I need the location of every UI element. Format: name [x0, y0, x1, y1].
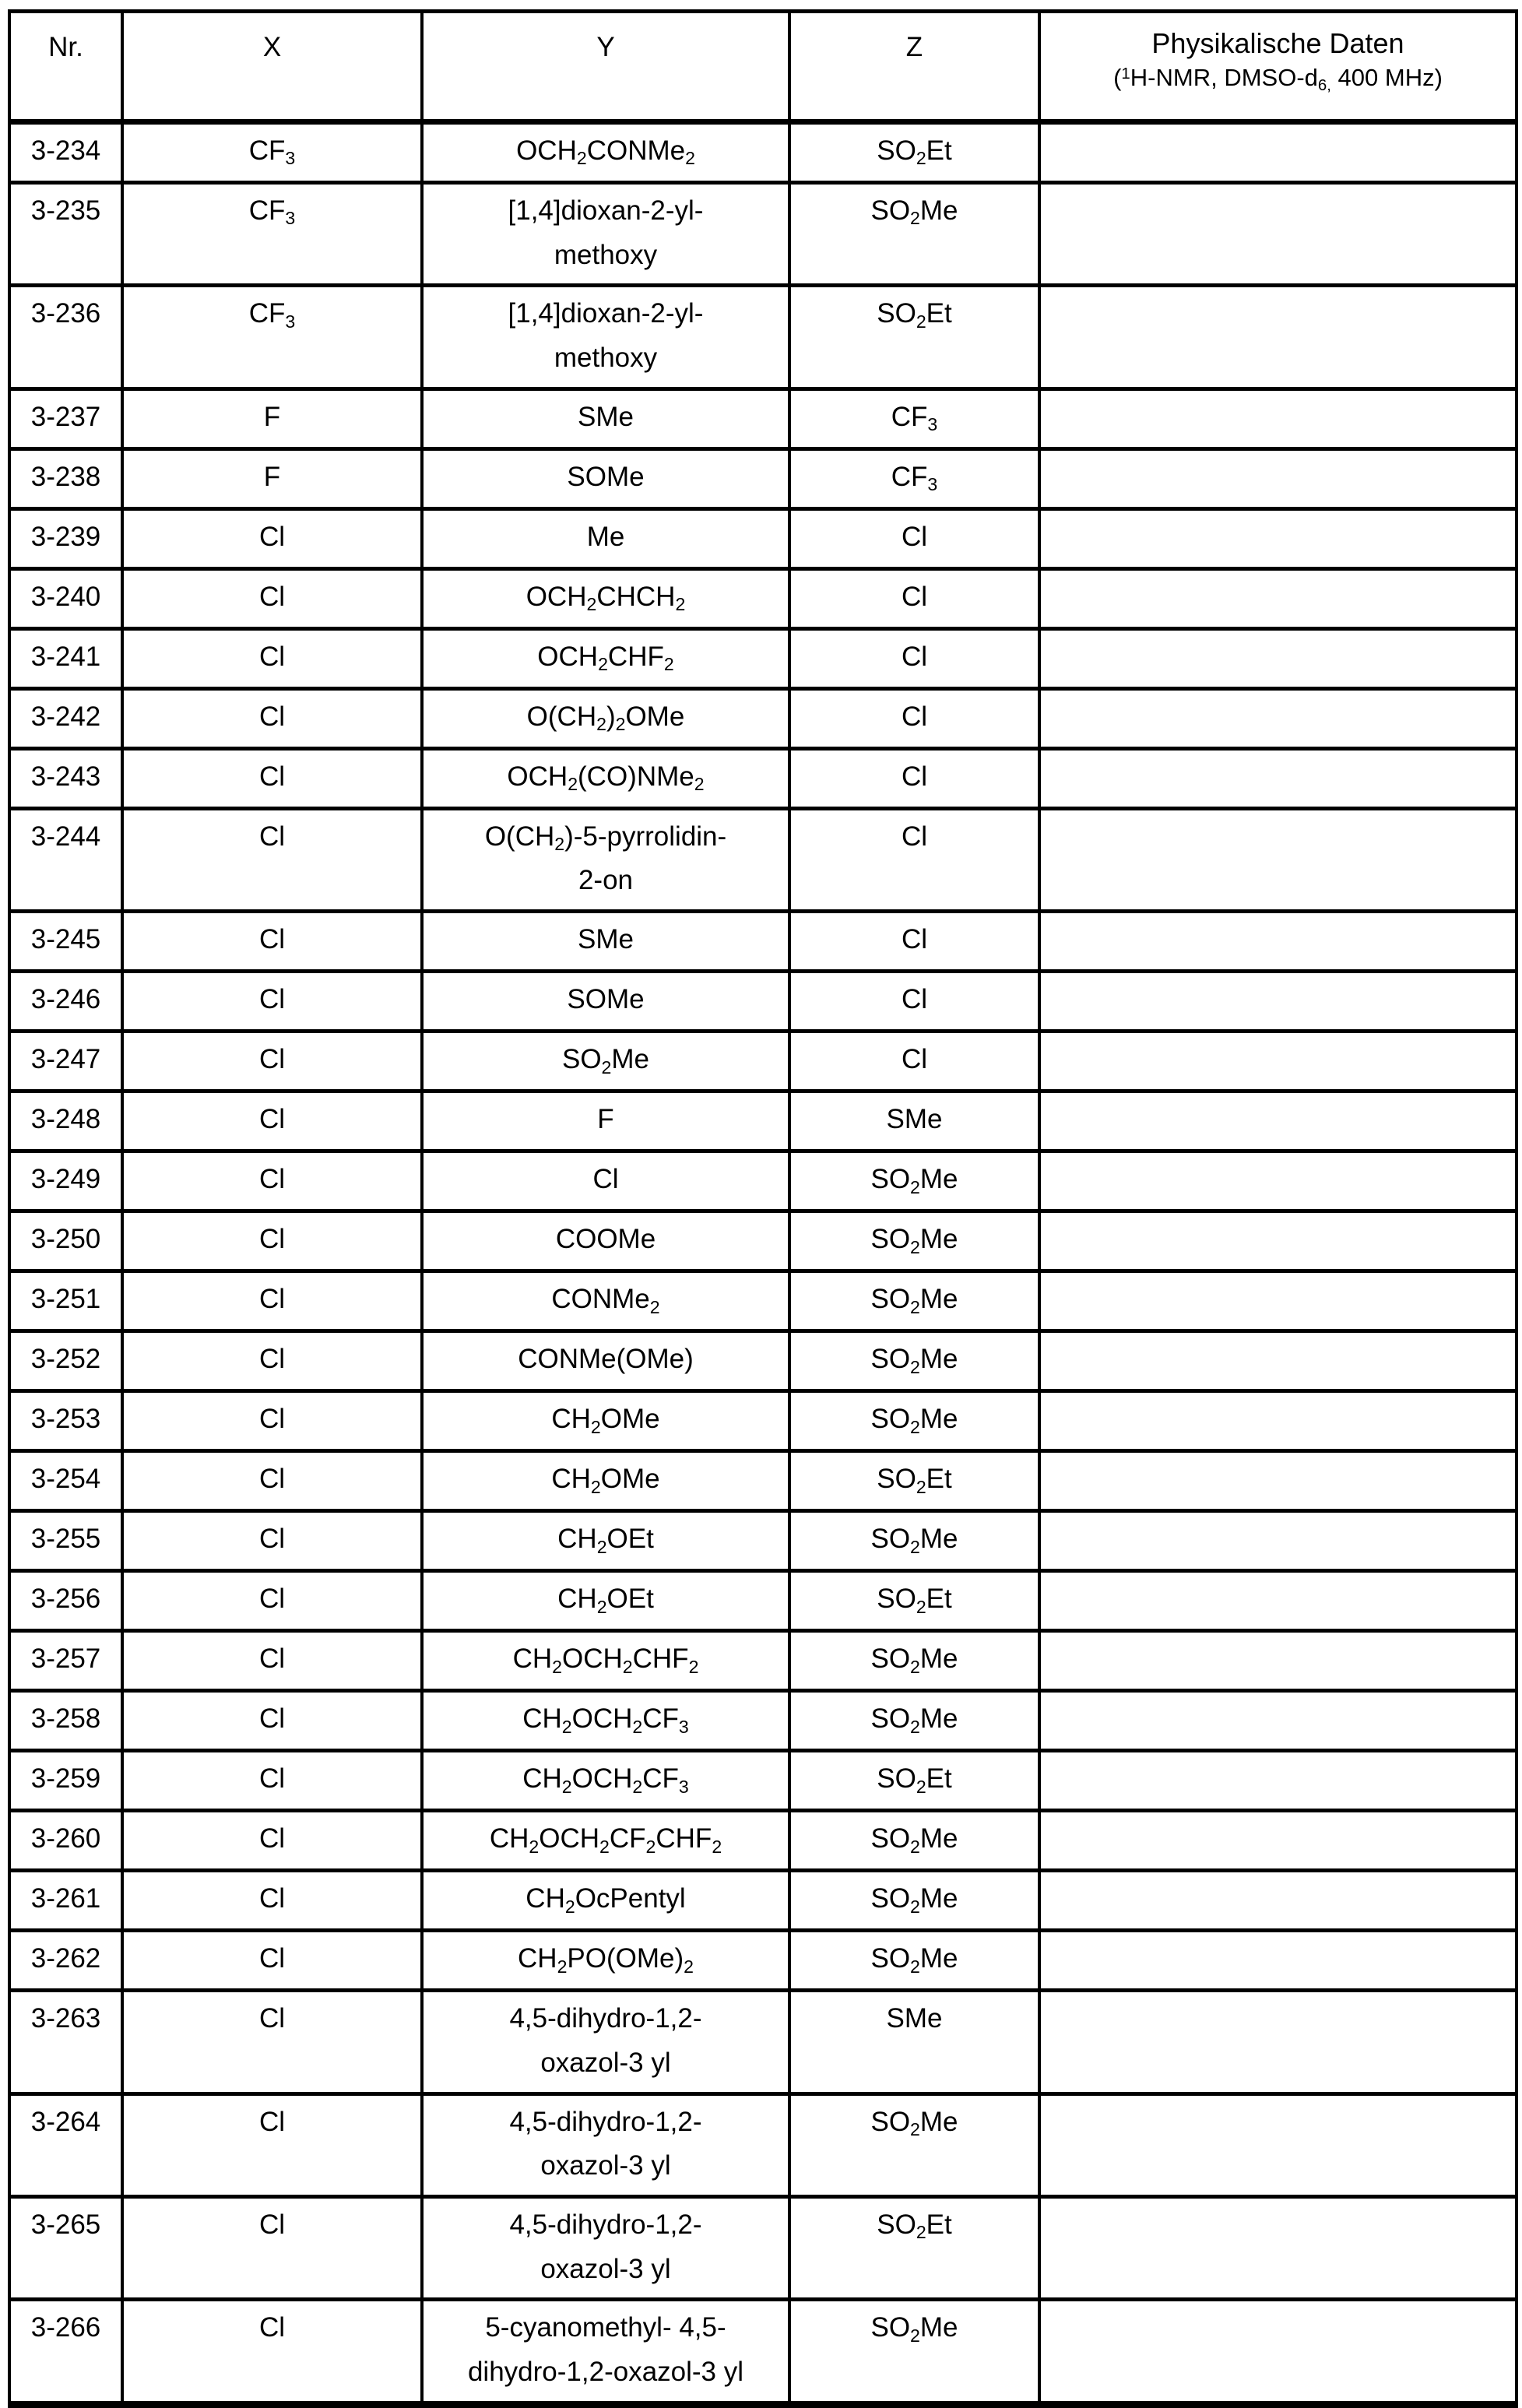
table-row	[9, 508, 1517, 568]
cell-nr: 3-254	[9, 1451, 122, 1511]
cell-nr: 3-262	[9, 1931, 122, 1991]
cell-x: Cl	[122, 1511, 422, 1571]
cell-phys	[1039, 2093, 1517, 2196]
cell-y: $OCH_2CHCH_2$	[422, 568, 789, 628]
table-row	[9, 628, 1517, 688]
cell-y: $CH_2PO(OMe)_2$	[422, 1931, 789, 1991]
cell-phys	[1039, 183, 1517, 286]
cell-nr: 3-247	[9, 1032, 122, 1092]
cell-z: $SO_2Me$	[789, 1271, 1039, 1331]
cell-x: F	[122, 388, 422, 448]
cell-z: $SO_2Me$	[789, 1871, 1039, 1931]
table-row	[9, 183, 1517, 286]
table-row	[9, 1211, 1517, 1271]
cell-z: Cl	[789, 808, 1039, 911]
cell-nr: 3-257	[9, 1631, 122, 1691]
cell-y: [1,4]dioxan-2-yl- methoxy	[422, 183, 789, 286]
cell-nr: 3-235	[9, 183, 122, 286]
substituent-table	[8, 9, 1518, 2408]
cell-phys	[1039, 1391, 1517, 1451]
cell-x: Cl	[122, 1751, 422, 1811]
cell-x: Cl	[122, 628, 422, 688]
cell-phys	[1039, 1151, 1517, 1211]
cell-phys	[1039, 1631, 1517, 1691]
cell-x: Cl	[122, 1571, 422, 1631]
cell-x: $CF_3$	[122, 183, 422, 286]
table-row	[9, 1871, 1517, 1931]
cell-x: Cl	[122, 1032, 422, 1092]
cell-nr: 3-238	[9, 448, 122, 508]
table-row	[9, 388, 1517, 448]
table-row	[9, 2093, 1517, 2196]
cell-x: Cl	[122, 1811, 422, 1871]
cell-nr: 3-265	[9, 2196, 122, 2299]
cell-z: $SO_2Et$	[789, 1451, 1039, 1511]
cell-z: $SO_2Me$	[789, 1511, 1039, 1571]
cell-z: $SO_2Et$	[789, 286, 1039, 388]
cell-phys	[1039, 2196, 1517, 2299]
cell-z: $SO_2Me$	[789, 1331, 1039, 1391]
cell-z: $SO_2Me$	[789, 183, 1039, 286]
cell-x: Cl	[122, 2300, 422, 2404]
table-body	[9, 122, 1517, 2405]
cell-y: F	[422, 1092, 789, 1151]
cell-phys	[1039, 508, 1517, 568]
table-row	[9, 808, 1517, 911]
cell-phys	[1039, 286, 1517, 388]
cell-y: $SO_2Me$	[422, 1032, 789, 1092]
cell-x: Cl	[122, 1691, 422, 1751]
cell-y: $CH_2OMe$	[422, 1451, 789, 1511]
cell-y: $O(CH_2)-5-pyrrolidin-$ 2-on	[422, 808, 789, 911]
cell-phys	[1039, 972, 1517, 1032]
cell-nr: 3-245	[9, 912, 122, 972]
cell-z: Cl	[789, 912, 1039, 972]
header-x: X	[122, 12, 422, 122]
cell-x: Cl	[122, 1931, 422, 1991]
cell-phys	[1039, 1871, 1517, 1931]
cell-z: $SO_2Me$	[789, 1631, 1039, 1691]
cell-nr: 3-240	[9, 568, 122, 628]
cell-nr: 3-260	[9, 1811, 122, 1871]
cell-y: SMe	[422, 388, 789, 448]
cell-phys	[1039, 1211, 1517, 1271]
cell-phys	[1039, 1931, 1517, 1991]
table-row	[9, 1631, 1517, 1691]
cell-z: $SO_2Me$	[789, 1211, 1039, 1271]
cell-y: Cl	[422, 1151, 789, 1211]
cell-y: $CH_2OCH_2CF_3$	[422, 1751, 789, 1811]
cell-z: Cl	[789, 748, 1039, 808]
cell-phys	[1039, 1571, 1517, 1631]
cell-z: $SO_2Et$	[789, 122, 1039, 183]
header-phys	[1039, 12, 1517, 122]
table-row	[9, 1331, 1517, 1391]
cell-phys	[1039, 1092, 1517, 1151]
cell-phys	[1039, 1451, 1517, 1511]
cell-nr: 3-237	[9, 388, 122, 448]
table-row	[9, 286, 1517, 388]
cell-x: Cl	[122, 568, 422, 628]
cell-z: $SO_2Me$	[789, 1151, 1039, 1211]
cell-y: SMe	[422, 912, 789, 972]
header-phys-title: Physikalische Daten	[1151, 27, 1404, 59]
cell-phys	[1039, 688, 1517, 748]
table-row	[9, 1571, 1517, 1631]
cell-x: Cl	[122, 972, 422, 1032]
cell-z: $SO_2Me$	[789, 1931, 1039, 1991]
header-phys-subtitle: ($^1$H-NMR, DMSO-$d_{6,}$ 400 MHz)	[1113, 63, 1443, 94]
table-row	[9, 912, 1517, 972]
cell-x: F	[122, 448, 422, 508]
cell-phys	[1039, 628, 1517, 688]
cell-y: SOMe	[422, 448, 789, 508]
cell-x: Cl	[122, 1631, 422, 1691]
table-row	[9, 688, 1517, 748]
cell-z: $SO_2Et$	[789, 1571, 1039, 1631]
cell-nr: 3-244	[9, 808, 122, 911]
cell-y: $CH_2OEt$	[422, 1571, 789, 1631]
cell-y: Me	[422, 508, 789, 568]
cell-nr: 3-248	[9, 1092, 122, 1151]
cell-z: Cl	[789, 1032, 1039, 1092]
cell-x: Cl	[122, 2093, 422, 2196]
cell-y: $CH_2OEt$	[422, 1511, 789, 1571]
cell-z: $SO_2Me$	[789, 2300, 1039, 2404]
cell-z: SMe	[789, 1092, 1039, 1151]
cell-nr: 3-249	[9, 1151, 122, 1211]
header-nr: Nr.	[9, 12, 122, 122]
table-row	[9, 1511, 1517, 1571]
cell-phys	[1039, 122, 1517, 183]
cell-phys	[1039, 388, 1517, 448]
cell-phys	[1039, 808, 1517, 911]
cell-nr: 3-239	[9, 508, 122, 568]
cell-y: COOMe	[422, 1211, 789, 1271]
table-row	[9, 1391, 1517, 1451]
cell-x: Cl	[122, 1871, 422, 1931]
table-row	[9, 1271, 1517, 1331]
cell-phys	[1039, 1032, 1517, 1092]
table-row	[9, 1691, 1517, 1751]
cell-z: $CF_3$	[789, 448, 1039, 508]
cell-nr: 3-266	[9, 2300, 122, 2404]
cell-phys	[1039, 1811, 1517, 1871]
cell-x: Cl	[122, 1331, 422, 1391]
cell-nr: 3-256	[9, 1571, 122, 1631]
cell-z: $SO_2Me$	[789, 1691, 1039, 1751]
cell-nr: 3-246	[9, 972, 122, 1032]
table-row	[9, 748, 1517, 808]
cell-phys	[1039, 1331, 1517, 1391]
table-row	[9, 448, 1517, 508]
cell-y: $OCH_2CONMe_2$	[422, 122, 789, 183]
cell-phys	[1039, 912, 1517, 972]
cell-z: Cl	[789, 628, 1039, 688]
cell-nr: 3-250	[9, 1211, 122, 1271]
cell-nr: 3-234	[9, 122, 122, 183]
cell-nr: 3-261	[9, 1871, 122, 1931]
cell-x: Cl	[122, 1092, 422, 1151]
cell-x: Cl	[122, 1211, 422, 1271]
cell-z: $CF_3$	[789, 388, 1039, 448]
cell-phys	[1039, 1511, 1517, 1571]
header-y: Y	[422, 12, 789, 122]
cell-nr: 3-258	[9, 1691, 122, 1751]
table-row	[9, 122, 1517, 183]
cell-x: Cl	[122, 808, 422, 911]
table-row	[9, 568, 1517, 628]
cell-nr: 3-259	[9, 1751, 122, 1811]
table-row	[9, 1032, 1517, 1092]
cell-nr: 3-241	[9, 628, 122, 688]
cell-x: Cl	[122, 1391, 422, 1451]
cell-y: $CH_2OMe$	[422, 1391, 789, 1451]
cell-z: Cl	[789, 508, 1039, 568]
cell-y: $CH_2OcPentyl$	[422, 1871, 789, 1931]
cell-nr: 3-255	[9, 1511, 122, 1571]
table-row	[9, 2300, 1517, 2404]
cell-y: 4,5-dihydro-1,2- oxazol-3 yl	[422, 1991, 789, 2093]
cell-nr: 3-263	[9, 1991, 122, 2093]
cell-y: 4,5-dihydro-1,2- oxazol-3 yl	[422, 2196, 789, 2299]
cell-phys	[1039, 1691, 1517, 1751]
cell-x: $CF_3$	[122, 122, 422, 183]
cell-x: Cl	[122, 508, 422, 568]
cell-x: Cl	[122, 1151, 422, 1211]
cell-nr: 3-242	[9, 688, 122, 748]
header-row	[9, 12, 1517, 122]
cell-x: Cl	[122, 912, 422, 972]
cell-y: $CH_2OCH_2CHF_2$	[422, 1631, 789, 1691]
cell-phys	[1039, 448, 1517, 508]
cell-nr: 3-252	[9, 1331, 122, 1391]
cell-y: $O(CH_2)_2OMe$	[422, 688, 789, 748]
cell-x: $CF_3$	[122, 286, 422, 388]
cell-y: $OCH_2(CO)NMe_2$	[422, 748, 789, 808]
cell-y: CONMe(OMe)	[422, 1331, 789, 1391]
cell-x: Cl	[122, 688, 422, 748]
cell-phys	[1039, 1271, 1517, 1331]
cell-x: Cl	[122, 1451, 422, 1511]
cell-phys	[1039, 1751, 1517, 1811]
cell-x: Cl	[122, 1271, 422, 1331]
cell-y: SOMe	[422, 972, 789, 1032]
header-z: Z	[789, 12, 1039, 122]
cell-z: Cl	[789, 688, 1039, 748]
cell-x: Cl	[122, 2196, 422, 2299]
cell-x: Cl	[122, 1991, 422, 2093]
cell-phys	[1039, 748, 1517, 808]
cell-nr: 3-243	[9, 748, 122, 808]
table-row	[9, 972, 1517, 1032]
cell-z: Cl	[789, 972, 1039, 1032]
cell-nr: 3-236	[9, 286, 122, 388]
cell-phys	[1039, 1991, 1517, 2093]
cell-nr: 3-251	[9, 1271, 122, 1331]
table-row	[9, 2196, 1517, 2299]
cell-z: Cl	[789, 568, 1039, 628]
cell-phys	[1039, 568, 1517, 628]
cell-z: $SO_2Et$	[789, 2196, 1039, 2299]
cell-z: $SO_2Me$	[789, 1391, 1039, 1451]
table-row	[9, 1751, 1517, 1811]
table-row	[9, 1451, 1517, 1511]
cell-nr: 3-253	[9, 1391, 122, 1451]
cell-y: $CH_2OCH_2CF_3$	[422, 1691, 789, 1751]
table-row	[9, 1092, 1517, 1151]
cell-y: [1,4]dioxan-2-yl- methoxy	[422, 286, 789, 388]
table-row	[9, 1811, 1517, 1871]
cell-y: $CH_2OCH_2CF_2CHF_2$	[422, 1811, 789, 1871]
cell-x: Cl	[122, 748, 422, 808]
cell-z: $SO_2Me$	[789, 1811, 1039, 1871]
cell-y: 5-cyanomethyl- 4,5- dihydro-1,2-oxazol-3 yl	[422, 2300, 789, 2404]
cell-z: $SO_2Me$	[789, 2093, 1039, 2196]
table-row	[9, 1931, 1517, 1991]
cell-z: $SO_2Et$	[789, 1751, 1039, 1811]
table-row	[9, 1991, 1517, 2093]
cell-y: $OCH_2CHF_2$	[422, 628, 789, 688]
cell-phys	[1039, 2300, 1517, 2404]
cell-nr: 3-264	[9, 2093, 122, 2196]
cell-z: SMe	[789, 1991, 1039, 2093]
cell-y: CONMe$_2$	[422, 1271, 789, 1331]
table-row	[9, 1151, 1517, 1211]
cell-y: 4,5-dihydro-1,2- oxazol-3 yl	[422, 2093, 789, 2196]
